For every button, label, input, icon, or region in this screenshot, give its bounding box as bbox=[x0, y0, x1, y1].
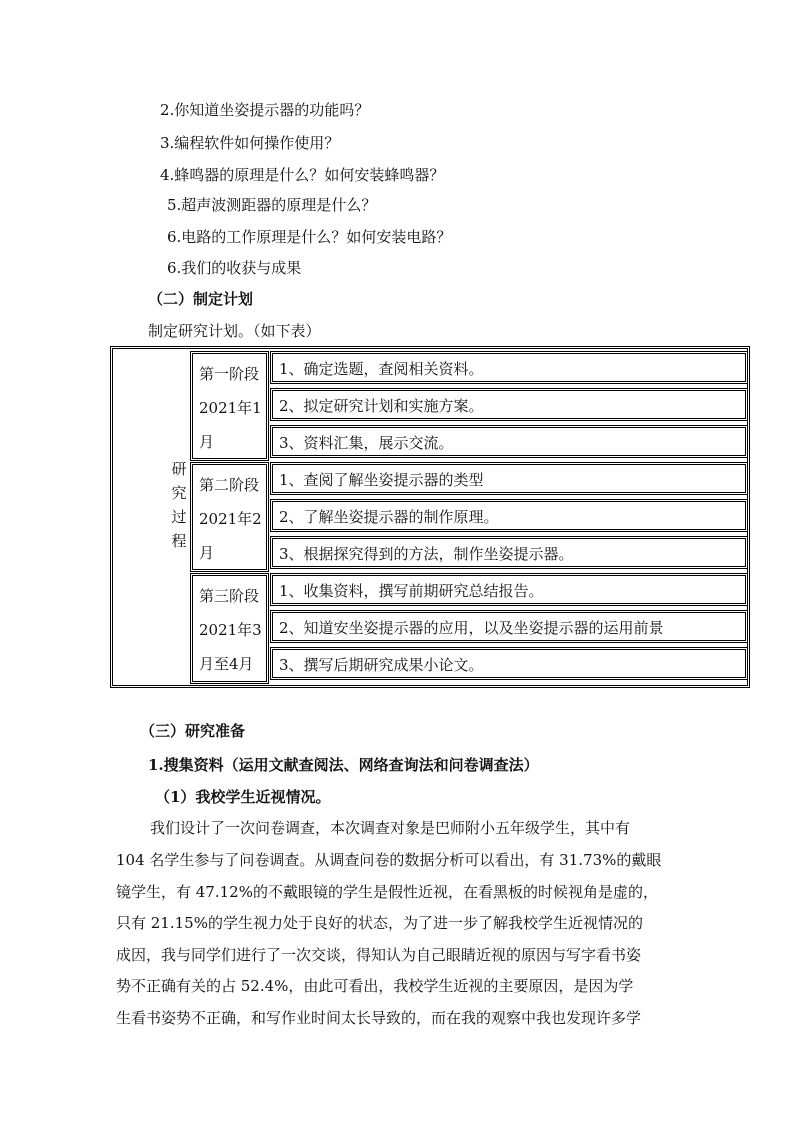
section-heading: （二）制定计划 bbox=[148, 290, 254, 308]
question-item: 6.我们的收获与成果 bbox=[167, 259, 302, 277]
task-text: 2、了解坐姿提示器的制作原理。 bbox=[279, 508, 499, 526]
paragraph-line: 生看书姿势不正确，和写作业时间太长导致的，而在我的观察中我也发现许多学 bbox=[116, 1009, 642, 1027]
task-text: 3、资料汇集，展示交流。 bbox=[279, 434, 454, 452]
task-text: 2、拟定研究计划和实施方案。 bbox=[279, 397, 484, 415]
task-cell bbox=[270, 499, 748, 532]
task-text: 1、收集资料，撰写前期研究总结报告。 bbox=[279, 582, 544, 600]
paragraph-line: 势不正确有关的占 52.4%，由此可看出，我校学生近视的主要原因，是因为学 bbox=[116, 977, 634, 995]
task-cell bbox=[270, 610, 748, 643]
subsection-heading: 1.搜集资料（运用文献查阅法、网络查询法和问卷调查法） bbox=[148, 756, 539, 774]
question-item: 4.蜂鸣器的原理是什么？如何安装蜂鸣器？ bbox=[160, 166, 445, 184]
row-header-label: 研究过程 bbox=[171, 460, 187, 550]
task-cell bbox=[270, 647, 748, 680]
task-text: 2、知道安坐姿提示器的应用，以及坐姿提示器的运用前景 bbox=[279, 619, 664, 637]
question-item: 5.超声波测距器的原理是什么？ bbox=[167, 196, 377, 214]
paragraph-line: 我们设计了一次问卷调查，本次调查对象是巴师附小五年级学生，其中有 bbox=[150, 819, 631, 837]
stage-label: 第三阶段2021年3月至4月 bbox=[199, 587, 262, 673]
research-plan-table bbox=[110, 346, 750, 688]
task-cell bbox=[270, 425, 748, 458]
task-cell bbox=[270, 388, 748, 421]
paragraph-line: 只有 21.15%的学生视力处于良好的状态，为了进一步了解我校学生近视情况的 bbox=[116, 914, 643, 932]
task-text: 1、确定选题，查阅相关资料。 bbox=[279, 360, 484, 378]
paragraph-line: 镜学生，有 47.12%的不戴眼镜的学生是假性近视，在看黑板的时候视角是虚的， bbox=[116, 883, 658, 901]
stage-cell bbox=[190, 462, 269, 572]
row-header-cell bbox=[113, 349, 189, 685]
paragraph-line: 104 名学生参与了问卷调查。从调查问卷的数据分析可以看出，有 31.73%的戴眼 bbox=[116, 851, 662, 869]
question-item: 2.你知道坐姿提示器的功能吗？ bbox=[160, 101, 370, 119]
question-item: 6.电路的工作原理是什么？如何安装电路？ bbox=[167, 228, 452, 246]
task-cell bbox=[270, 351, 748, 384]
section-heading: （三）研究准备 bbox=[140, 722, 246, 740]
section-intro: 制定研究计划。（如下表） bbox=[148, 322, 321, 340]
task-text: 3、根据探究得到的方法，制作坐姿提示器。 bbox=[279, 545, 574, 563]
task-text: 3、撰写后期研究成果小论文。 bbox=[279, 656, 484, 674]
paragraph-line: 成因，我与同学们进行了一次交谈，得知认为自己眼睛近视的原因与写字看书姿 bbox=[116, 946, 642, 964]
task-cell bbox=[270, 462, 748, 495]
task-text: 1、查阅了解坐姿提示器的类型 bbox=[279, 471, 484, 489]
stage-label: 第二阶段2021年2月 bbox=[199, 476, 262, 562]
subsection-heading: （1）我校学生近视情况。 bbox=[155, 788, 331, 806]
stage-label: 第一阶段2021年1月 bbox=[199, 365, 262, 451]
stage-cell bbox=[190, 351, 269, 461]
stage-cell bbox=[190, 573, 269, 684]
question-item: 3.编程软件如何操作使用？ bbox=[160, 134, 340, 152]
task-cell bbox=[270, 536, 748, 569]
task-cell bbox=[270, 573, 748, 606]
